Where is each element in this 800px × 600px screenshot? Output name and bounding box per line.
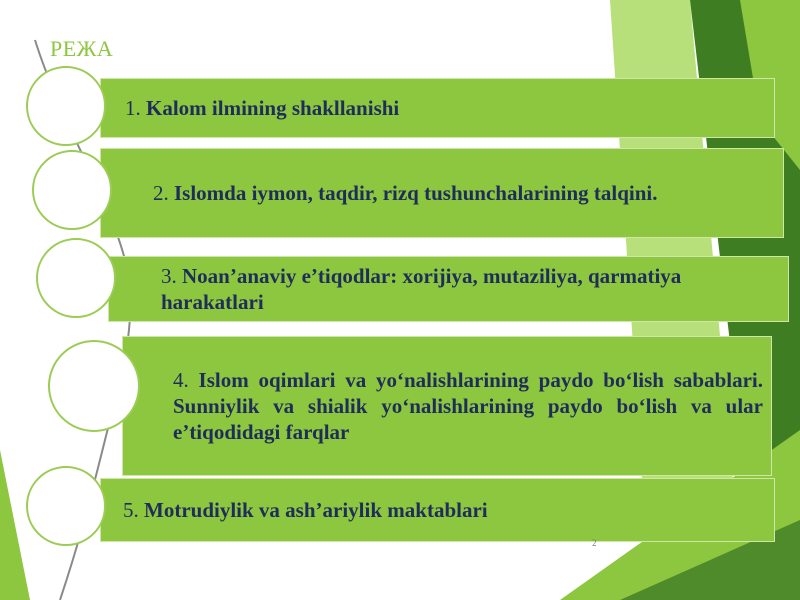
agenda-bullet-circle-4	[48, 340, 140, 432]
item-label: Noan’anaviy e’tiqodlar: xorijiya, mutaziliya, qarmatiya harakatlari	[161, 264, 682, 314]
item-number: 4.	[173, 368, 189, 392]
agenda-item-5-text	[123, 497, 488, 523]
item-number: 2.	[153, 181, 169, 205]
agenda-item-1	[100, 78, 775, 138]
page-number: 2	[592, 538, 597, 548]
agenda-bullet-circle-2	[32, 150, 112, 230]
agenda-item-2	[100, 148, 784, 238]
agenda-item-2-text	[153, 180, 658, 206]
agenda-bullet-circle-1	[26, 66, 106, 146]
agenda-item-3	[108, 256, 789, 322]
agenda-bullet-circle-3	[36, 238, 116, 318]
item-label: Motrudiylik va ash’ariylik maktablari	[144, 498, 488, 522]
slide-title: РЕЖА	[50, 36, 114, 61]
agenda-item-3-text	[161, 263, 708, 315]
item-label: Islom oqimlari va yo‘nalishlarining paydo bo‘lish sabablari. Sunniylik va shialik yo‘nalishlarining paydo bo‘lish va ular e’tiqodidagi farqlar	[173, 368, 764, 444]
agenda-bullet-circle-5	[26, 466, 106, 546]
agenda-item-1-text	[125, 95, 399, 121]
agenda-item-5	[100, 478, 775, 542]
item-label: Kalom ilmining shakllanishi	[146, 96, 400, 120]
item-label: Islomda iymon, taqdir, rizq tushunchalarining talqini.	[174, 181, 658, 205]
agenda-item-4-text	[173, 367, 763, 445]
agenda-item-4	[122, 336, 772, 476]
item-number: 1.	[125, 96, 141, 120]
item-number: 3.	[161, 264, 177, 288]
item-number: 5.	[123, 498, 139, 522]
